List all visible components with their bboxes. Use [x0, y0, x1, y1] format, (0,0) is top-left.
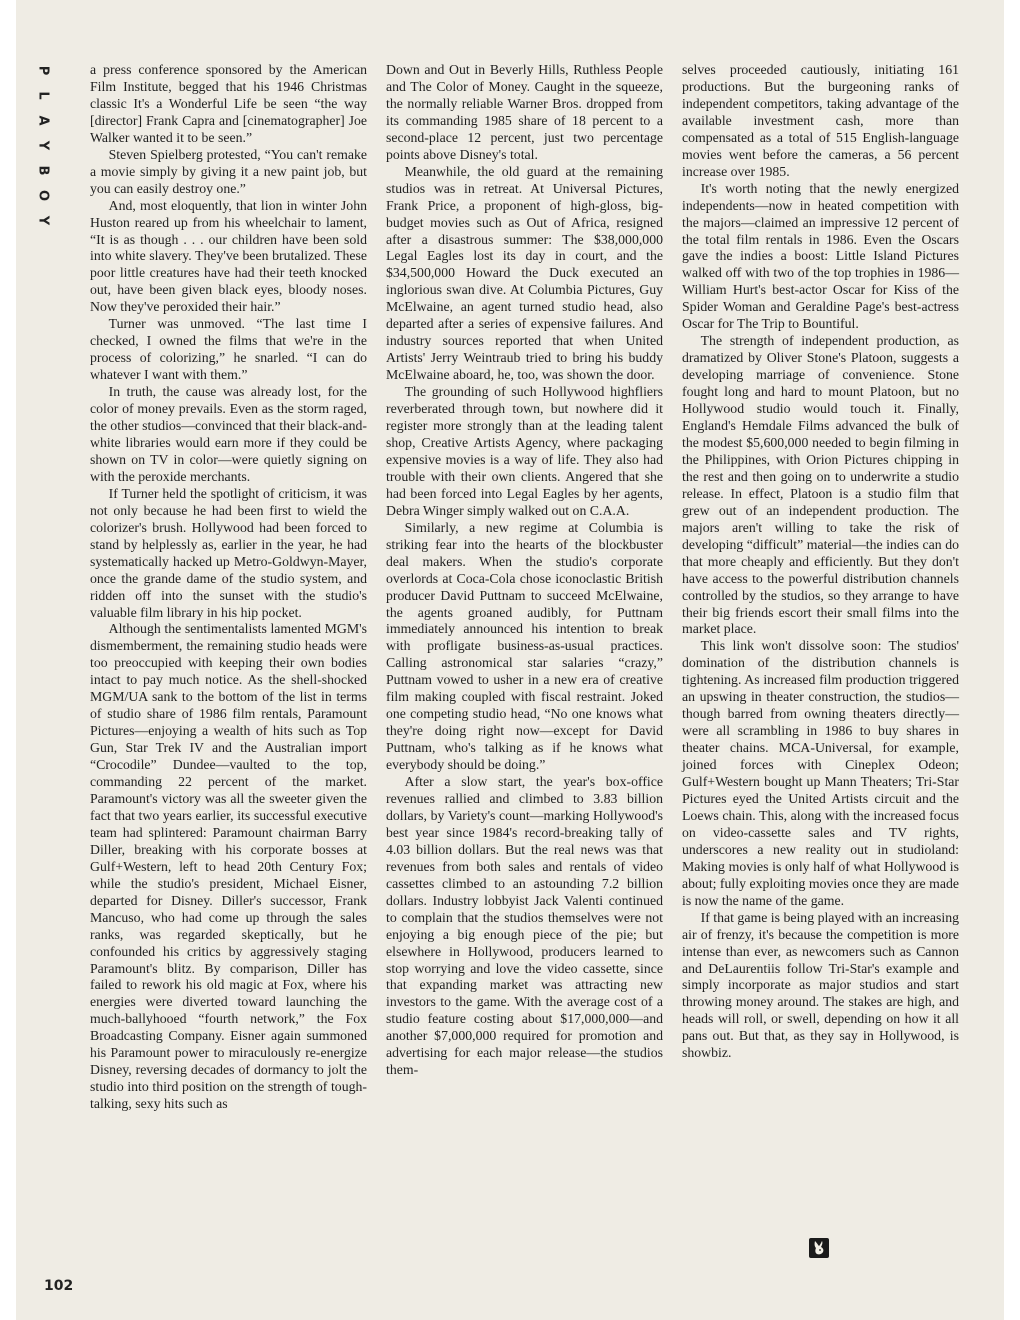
sidebar-letter: L	[35, 91, 51, 100]
paragraph: Although the sentimentalists lamented MGM's dismemberment, the remaining studio heads were too preoccupied with keeping their own bodies intact to pay much notice. As the shell-shocked MGM/UA sank to the bottom of the list in terms of studio share of 1986 film rentals, Paramount Pictures—enjoying a wealth of hits such as Top Gun, Star Trek IV and the Australian import “Crocodile” Dundee—vaulted to the top, commanding 22 percent of the market. Paramount's victory was all the sweeter given the fact that two years earlier, its successful executive team had splintered: Paramount chairman Barry Diller, breaking with his corporate bosses at Gulf+Western, left to head 20th Century Fox; while the studio's president, Michael Eisner, departed for Disney. Diller's successor, Frank Mancuso, who had come up through the sales ranks, was regarded skeptically, but he confounded his critics by aggressively staging Paramount's blitz. By comparison, Diller has failed to rework his old magic at Fox, where his energies were diverted toward launching the much-ballyhooed “fourth network,” the Fox Broadcasting Company. Eisner again summoned his Paramount power to miraculously re-energize Disney, reversing decades of dormancy to jolt the studio into third position on the strength of tough-talking, sexy hits such as	[90, 621, 367, 1112]
rabbit-head-end-mark-icon	[809, 1238, 829, 1258]
paragraph: After a slow start, the year's box-office revenues rallied and climbed to 3.83 billion dollars, by Variety's count—marking Hollywood's best year since 1984's record-breaking tally of 4.03 billion dollars. But the real news was that revenues from both sales and rentals of video cassettes climbed to an astounding 7.2 billion dollars. Industry lobbyist Jack Valenti continued to complain that the studios themselves were not enjoying a big enough piece of the pie; but elsewhere in Hollywood, producers learned to stop worrying and love the video cassette, since that expanding market was attracting new investors to the game. With the average cost of a studio feature costing about $17,000,000—and another $7,000,000 required for promotion and advertising for each major release—the studios them-	[386, 774, 663, 1078]
paragraph: Similarly, a new regime at Columbia is striking fear into the hearts of the blockbuster deal makers. When the studio's corporate overlords at Coca-Cola chose iconoclastic British producer David Puttnam to succeed McElwaine, the agents groaned audibly, for Puttnam immediately announced his intention to break with profligate business-as-usual practices. Calling astronomical star salaries “crazy,” Puttnam vowed to usher in a new era of creative film making coupled with fiscal restraint. Joked one competing studio head, “No one knows what they're doing right now—except for David Puttnam, who's talking as if he knows what everybody should be doing.”	[386, 519, 663, 773]
paragraph: If that game is being played with an increasing air of frenzy, it's because the competition is more intense than ever, as newcomers such as Cannon and DeLaurentiis follow Tri-Star's example and simply incorporate as major studios and start throwing money around. The stakes are high, and heads will roll, or swell, depending on how it all pans out. But that, as they say in Hollywood, is showbiz.	[682, 909, 959, 1061]
magazine-sidebar-title	[28, 58, 58, 233]
paragraph: a press conference sponsored by the American Film Institute, begged that his 1946 Christmas classic It's a Wonderful Life be seen “the way [director] Frank Capra and [cinematographer] Joe Walker wanted it to be seen.”	[90, 62, 367, 145]
paragraph: Down and Out in Beverly Hills, Ruthless People and The Color of Money. Caught in the squeeze, the normally reliable Warner Bros. dropped from its commanding 1985 share of 18 percent to a second-place 12 percent, just two percentage points above Disney's total.	[386, 62, 663, 162]
paragraph: The strength of independent production, as dramatized by Oliver Stone's Platoon, suggests a developing marriage of convenience. Stone fought long and hard to mount Platoon, but no Hollywood studio would touch it. Finally, England's Hemdale Films advanced the bulk of the modest $5,600,000 needed to begin filming in the Philippines, with Orion Pictures chipping in the rest and then going on to underwrite a studio release. In effect, Platoon is a studio film that grew out of an independent production. The majors aren't willing to take the risk of developing “difficult” material—the indies can do that more cheaply and efficiently. But they don't have access to the powerful distribution channels controlled by the studios, so they arrange to have their big friends escort their small films into the market place.	[682, 333, 959, 637]
paragraph: selves proceeded cautiously, initiating 161 productions. But the burgeoning ranks of independent competitors, taking advantage of the available investment cash, more than compensated as a total of 515 English-language movies went before the cameras, a 56 percent increase over 1985.	[682, 62, 959, 179]
page-number: 102	[44, 1278, 74, 1294]
paragraph: Turner was unmoved. “The last time I checked, I owned the films that we're in the process of colorizing,” he snarled. “I can do whatever I want with them.”	[90, 316, 367, 383]
paragraph: Meanwhile, the old guard at the remaining studios was in retreat. At Universal Pictures, Frank Price, a proponent of high-gloss, big-budget movies such as Out of Africa, resigned after a disastrous summer: The $38,000,000 Legal Eagles lost its day in court, and the $34,500,000 Howard the Duck executed an inglorious swan dive. At Columbia Pictures, Guy McElwaine, an agent turned studio head, also departed after a series of expensive failures. And industry sources reported that when United Artists' Jerry Weintraub tried to bring his buddy McElwaine aboard, he, too, was shown the door.	[386, 163, 663, 383]
paragraph: This link won't dissolve soon: The studios' domination of the distribution channels is tightening. As increased film production triggered an upswing in theater construction, the studios—though barred from owning theaters directly—were all scrambling in 1986 to buy shares in theater chains. MCA-Universal, for example, joined forces with Cineplex Odeon; Gulf+Western bought up Mann Theaters; Tri-Star Pictures eyed the United Artists circuit and the Loews chain. This, along with the increased focus on video-cassette sales and TV rights, underscores a new reality out in studioland: Making movies is only half of what Hollywood is about; fully exploiting movies once they are made is now the name of the game.	[682, 638, 960, 908]
paragraph: Steven Spielberg protested, “You can't remake a movie simply by giving it a new paint job, but you can easily destroy one.”	[90, 146, 367, 196]
sidebar-letter: A	[35, 115, 51, 126]
paragraph: In truth, the cause was already lost, for the color of money prevails. Even as the storm raged, the other studios—convinced that their black-and-white libraries would earn more if they could be shown on TV in color—were quietly signing on with the peroxide merchants.	[90, 384, 368, 484]
sidebar-letter: B	[35, 165, 51, 176]
sidebar-letter: P	[35, 65, 51, 76]
article-column-1	[90, 62, 367, 1113]
sidebar-letter: Y	[35, 215, 51, 226]
paragraph: If Turner held the spotlight of criticism, it was not only because he had been first to wield the colorizer's brush. Hollywood had been forced to stand by helplessly as, earlier in the year, he had systematically hacked up Metro-Goldwyn-Mayer, once the grande dame of the studio system, and ridden off into the sunset with the studio's valuable film library in his hip pocket.	[90, 485, 367, 620]
article-column-3	[682, 62, 959, 1062]
sidebar-letter: O	[35, 189, 51, 202]
paragraph: It's worth noting that the newly energized independents—now in heated competition with the majors—claimed an impressive 12 percent of the total film rentals in 1986. Even the Oscars gave the indies a boost: Little Island Pictures walked off with two of the top trophies in 1986—William Hurt's best-actor Oscar for Kiss of the Spider Woman and Geraldine Page's best-actress Oscar for The Trip to Bountiful.	[682, 180, 959, 332]
paragraph: The grounding of such Hollywood highfliers reverberated through town, but nowhere did it register more strongly than at the leading talent shop, Creative Artists Agency, where packaging expensive movies is a way of life. They also had trouble with their own clients. Angered that she had been forced into Legal Eagles by her agents, Debra Winger simply walked out on C.A.A.	[386, 384, 663, 518]
paragraph: And, most eloquently, that lion in winter John Huston reared up from his wheelchair to lament, “It is as though . . . our children have been sold into white slavery. They've been brutalized. These poor little creatures have had their teeth knocked out, have been given black eyes, bloody noses. Now they've peroxided their hair.”	[90, 197, 367, 315]
sidebar-letter: Y	[35, 140, 51, 151]
article-column-2	[386, 62, 663, 1079]
